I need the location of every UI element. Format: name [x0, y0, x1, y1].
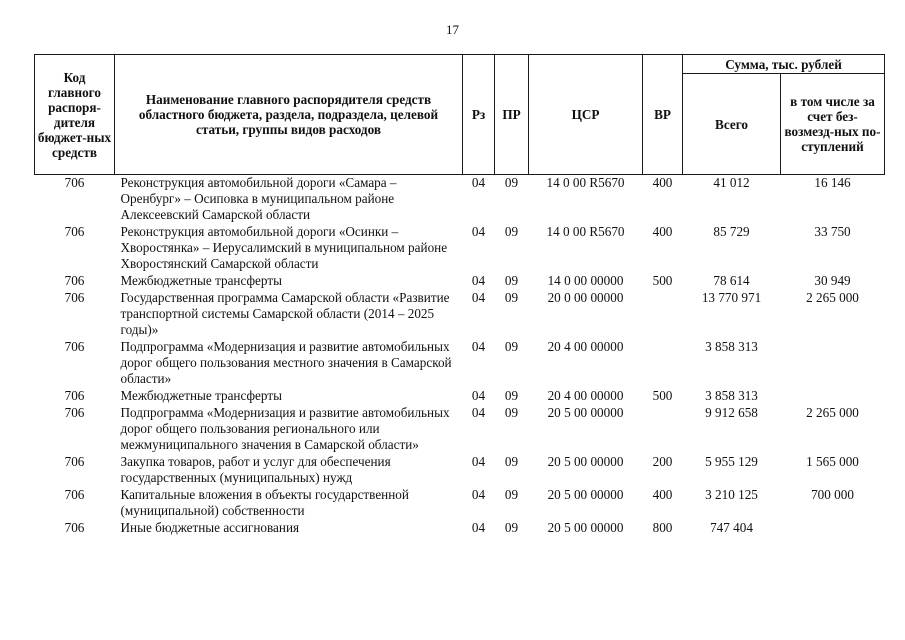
table-body — [35, 175, 885, 538]
cell-rz: 04 — [471, 487, 486, 502]
header-sum: Сумма, тыс. рублей — [683, 55, 885, 74]
header-name: Наименование главного распорядителя средств областного бюджета, раздела, подраздела, целевой статьи, группы видов расходов — [115, 55, 463, 175]
header-code: Код главного распоря-дителя бюджет-ных средств — [35, 55, 115, 175]
cell-name: Государственная программа Самарской области «Развитие транспортной системы Самарской области (2014 – 2025 годы)» — [120, 290, 450, 337]
cell-csr: 20 0 00 00000 — [547, 290, 624, 305]
cell-total: 3 858 313 — [705, 339, 758, 354]
cell-name: Межбюджетные трансферты — [120, 273, 282, 288]
cell-rz: 04 — [471, 290, 486, 305]
cell-vr: 400 — [652, 175, 673, 190]
cell-csr: 14 0 00 R5670 — [546, 175, 625, 190]
header-csr: ЦСР — [529, 55, 643, 175]
cell-gratuitous: 1 565 000 — [806, 454, 859, 469]
cell-gratuitous: 30 949 — [814, 273, 851, 288]
cell-vr: 500 — [652, 273, 673, 288]
header-total: Всего — [683, 74, 781, 175]
cell-rz: 04 — [471, 273, 486, 288]
cell-pr: 09 — [504, 290, 519, 305]
cell-total: 3 858 313 — [705, 388, 758, 403]
cell-name: Подпрограмма «Модернизация и развитие автомобильных дорог общего пользования местного значения в Самарской области» — [120, 339, 452, 386]
cell-csr: 20 5 00 00000 — [547, 520, 624, 535]
cell-name: Закупка товаров, работ и услуг для обеспечения государственных (муниципальных) нужд — [120, 454, 391, 485]
page-number: 17 — [446, 22, 459, 37]
cell-pr: 09 — [504, 339, 519, 354]
cell-code: 706 — [64, 224, 85, 239]
cell-vr — [643, 339, 683, 388]
cell-gratuitous: 33 750 — [814, 224, 851, 239]
table-header — [35, 55, 885, 175]
cell-csr: 20 5 00 00000 — [547, 487, 624, 502]
header-gratuitous: в том числе за счет без-возмезд-ных по-ступлений — [781, 74, 885, 175]
cell-name: Подпрограмма «Модернизация и развитие автомобильных дорог общего пользования регионального или межмуниципального значения в Самарской области» — [120, 405, 450, 452]
table-row — [35, 520, 885, 537]
cell-pr: 09 — [504, 454, 519, 469]
cell-rz: 04 — [471, 224, 486, 239]
table-row — [35, 454, 885, 487]
cell-csr: 14 0 00 R5670 — [546, 224, 625, 239]
cell-gratuitous: 2 265 000 — [806, 290, 859, 305]
cell-gratuitous — [781, 388, 885, 405]
cell-code: 706 — [64, 520, 85, 535]
cell-code: 706 — [64, 339, 85, 354]
header-rz: Рз — [463, 55, 495, 175]
cell-pr: 09 — [504, 224, 519, 239]
cell-code: 706 — [64, 405, 85, 420]
cell-pr: 09 — [504, 520, 519, 535]
cell-pr: 09 — [504, 388, 519, 403]
cell-code: 706 — [64, 175, 85, 190]
cell-total: 41 012 — [713, 175, 750, 190]
cell-pr: 09 — [504, 175, 519, 190]
cell-total: 3 210 125 — [705, 487, 758, 502]
cell-total: 85 729 — [713, 224, 750, 239]
cell-vr: 400 — [652, 487, 673, 502]
cell-csr: 20 4 00 00000 — [547, 388, 624, 403]
cell-vr: 800 — [652, 520, 673, 535]
cell-gratuitous — [781, 520, 885, 537]
cell-csr: 20 4 00 00000 — [547, 339, 624, 354]
table-row — [35, 339, 885, 388]
cell-pr: 09 — [504, 405, 519, 420]
cell-name: Капитальные вложения в объекты государственной (муниципальной) собственности — [120, 487, 409, 518]
cell-rz: 04 — [471, 520, 486, 535]
cell-vr: 400 — [652, 224, 673, 239]
cell-gratuitous: 16 146 — [814, 175, 851, 190]
cell-gratuitous: 2 265 000 — [806, 405, 859, 420]
header-pr: ПР — [495, 55, 529, 175]
budget-table — [34, 54, 885, 537]
cell-name: Межбюджетные трансферты — [120, 388, 282, 403]
cell-name: Реконструкция автомобильной дороги «Осинки – Хворостянка» – Иерусалимский в муниципальном районе Хворостянский Самарской области — [120, 224, 448, 271]
cell-vr: 500 — [652, 388, 673, 403]
cell-total: 747 404 — [710, 520, 753, 535]
cell-pr: 09 — [504, 273, 519, 288]
cell-vr: 200 — [652, 454, 673, 469]
cell-gratuitous: 700 000 — [811, 487, 854, 502]
cell-csr: 14 0 00 00000 — [547, 273, 624, 288]
cell-total: 5 955 129 — [705, 454, 758, 469]
cell-rz: 04 — [471, 388, 486, 403]
table-row — [35, 405, 885, 454]
cell-rz: 04 — [471, 339, 486, 354]
table-row — [35, 273, 885, 290]
header-vr: ВР — [643, 55, 683, 175]
cell-code: 706 — [64, 487, 85, 502]
cell-csr: 20 5 00 00000 — [547, 454, 624, 469]
cell-total: 9 912 658 — [705, 405, 758, 420]
cell-rz: 04 — [471, 454, 486, 469]
table-row — [35, 388, 885, 405]
table-row — [35, 487, 885, 520]
cell-vr — [643, 290, 683, 339]
table-row — [35, 175, 885, 225]
cell-name: Иные бюджетные ассигнования — [120, 520, 300, 535]
cell-vr — [643, 405, 683, 454]
cell-csr: 20 5 00 00000 — [547, 405, 624, 420]
cell-code: 706 — [64, 273, 85, 288]
cell-code: 706 — [64, 290, 85, 305]
cell-rz: 04 — [471, 175, 486, 190]
cell-gratuitous — [781, 339, 885, 388]
cell-code: 706 — [64, 454, 85, 469]
cell-total: 78 614 — [713, 273, 750, 288]
table-row — [35, 224, 885, 273]
cell-name: Реконструкция автомобильной дороги «Самара – Оренбург» – Осиповка в муниципальном районе Алексеевский Самарской области — [120, 175, 397, 222]
cell-code: 706 — [64, 388, 85, 403]
cell-pr: 09 — [504, 487, 519, 502]
cell-rz: 04 — [471, 405, 486, 420]
table-row — [35, 290, 885, 339]
cell-total: 13 770 971 — [701, 290, 762, 305]
